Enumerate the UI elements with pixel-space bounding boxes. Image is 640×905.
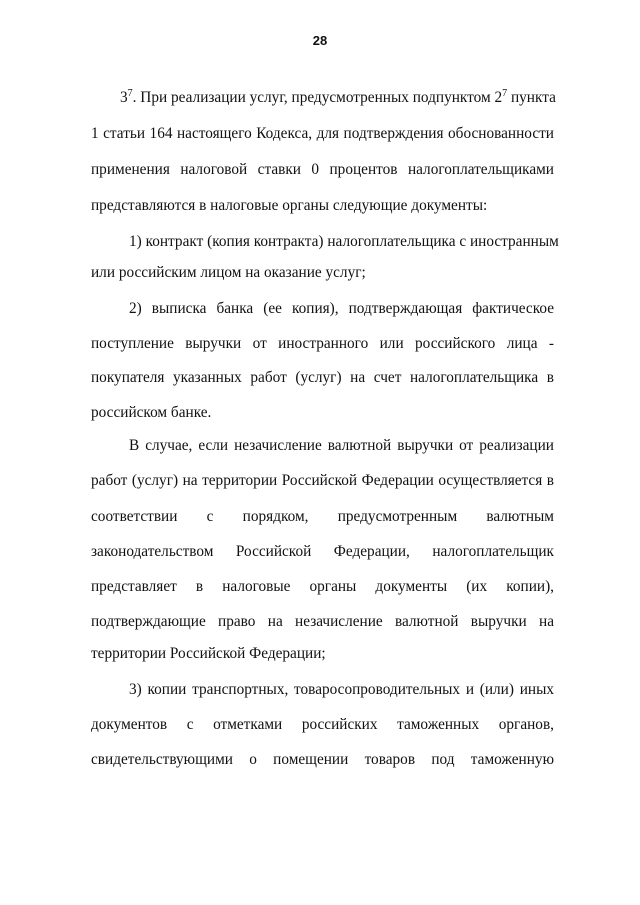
paragraph-5-line-1: 3) копии транспортных, товаросопроводительных и (или) иных <box>129 681 554 698</box>
paragraph-4-line-5: представляет в налоговые органы документы (их копии), <box>91 578 554 595</box>
paragraph-2-line-1: 1) контракт (копия контракта) налогоплательщика с иностранным <box>129 233 559 250</box>
paragraph-3-line-3: покупателя указанных работ (услуг) на счет налогоплательщика в <box>91 369 554 386</box>
article-intro-tail: пункта <box>507 89 556 106</box>
paragraph-3-line-2: поступление выручки от иностранного или российского лица - <box>91 335 554 352</box>
paragraph-1-line-3: применения налоговой ставки 0 процентов налогоплательщиками <box>91 161 554 178</box>
paragraph-1-line-1 <box>120 88 554 108</box>
subparagraph-superscript: 7 <box>502 87 508 99</box>
paragraph-1-line-2: 1 статьи 164 настоящего Кодекса, для подтверждения обоснованности <box>91 125 554 142</box>
paragraph-4-line-7: территории Российской Федерации; <box>91 645 326 662</box>
paragraph-1-line-4: представляются в налоговые органы следующие документы: <box>91 197 488 214</box>
paragraph-4-line-2: работ (услуг) на территории Российской Федерации осуществляется в <box>91 472 554 489</box>
paragraph-3-line-1: 2) выписка банка (ее копия), подтверждающая фактическое <box>129 300 554 317</box>
paragraph-3-line-4: российском банке. <box>91 404 212 421</box>
article-intro-text: . При реализации услуг, предусмотренных подпунктом 2 <box>132 89 503 106</box>
paragraph-4-line-1: В случае, если незачисление валютной выручки от реализации <box>129 437 554 454</box>
paragraph-2-line-2: или российским лицом на оказание услуг; <box>91 264 366 281</box>
paragraph-4-line-4: законодательством Российской Федерации, налогоплательщик <box>91 543 554 560</box>
paragraph-5-line-2: документов с отметками российских таможенных органов, <box>91 716 554 733</box>
article-number-superscript: 7 <box>127 87 133 99</box>
paragraph-5-line-3: свидетельствующими о помещении товаров под таможенную <box>91 751 554 768</box>
page-number: 28 <box>312 33 328 48</box>
paragraph-4-line-3: соответствии с порядком, предусмотренным валютным <box>91 508 554 525</box>
paragraph-4-line-6: подтверждающие право на незачисление валютной выручки на <box>91 613 554 630</box>
article-number: 3 <box>120 89 128 106</box>
